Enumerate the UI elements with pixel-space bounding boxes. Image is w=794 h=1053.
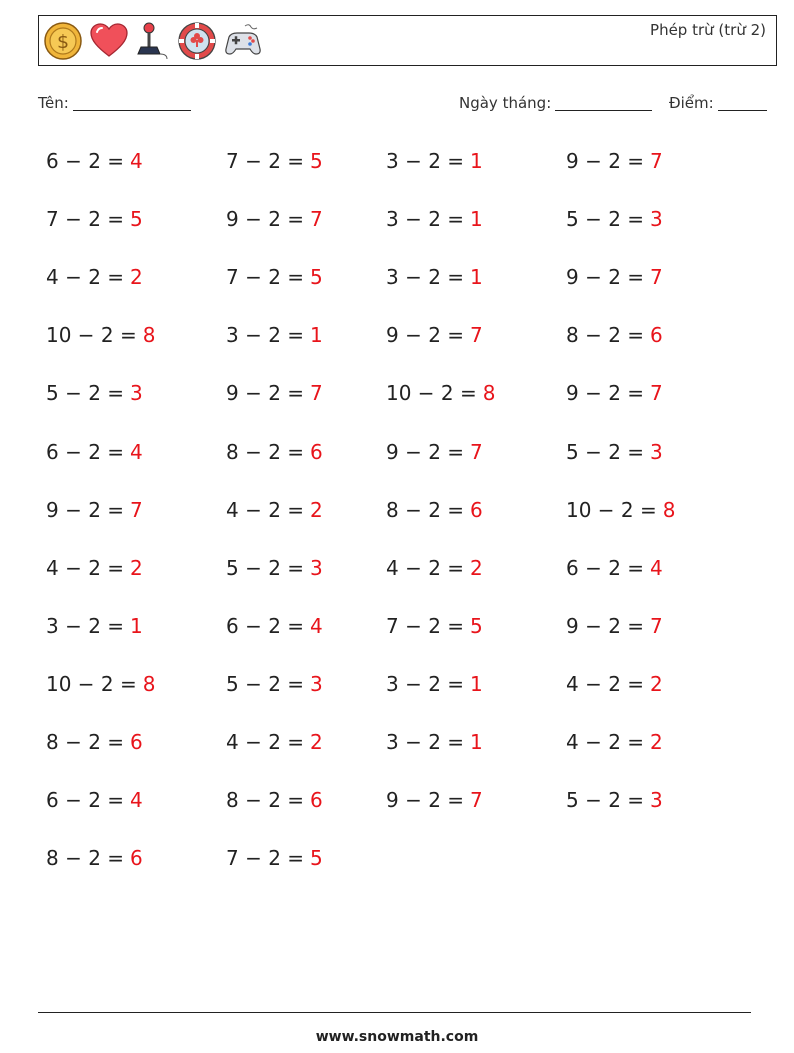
problem-question: 4 − 2 = [566,730,645,754]
problem-question: 4 − 2 = [226,730,305,754]
problem-item [46,265,143,289]
date-blank[interactable] [555,94,652,111]
problem-question: 9 − 2 = [226,381,305,405]
problem-question: 10 − 2 = [46,323,137,347]
problem-question: 5 − 2 = [46,381,125,405]
problem-question: 7 − 2 = [226,846,305,870]
problem-answer: 8 [482,381,496,405]
problem-item [46,556,143,580]
svg-text:$: $ [56,31,70,53]
problem-answer: 7 [470,788,483,812]
problem-item [386,323,483,347]
problem-question: 7 − 2 = [386,614,465,638]
problem-answer: 5 [310,265,323,289]
problem-answer: 2 [130,265,143,289]
problem-answer: 2 [310,730,323,754]
problem-question: 8 − 2 = [226,440,305,464]
problem-item [46,440,143,464]
problem-answer: 1 [470,672,483,696]
worksheet-header [38,15,777,66]
coin-icon [43,21,83,61]
problem-answer: 7 [650,265,663,289]
problem-item [566,207,663,231]
problem-answer: 7 [650,381,663,405]
problem-answer: 6 [650,323,663,347]
problem-question: 6 − 2 = [46,788,125,812]
problem-item [46,788,143,812]
problem-answer: 5 [130,207,143,231]
problem-question: 4 − 2 = [46,556,125,580]
heart-icon [89,21,129,61]
problem-answer: 4 [130,788,143,812]
problem-answer: 7 [470,440,483,464]
problem-answer: 4 [650,556,663,580]
problem-item [386,265,483,289]
problem-answer: 1 [310,323,323,347]
problem-question: 7 − 2 = [226,265,305,289]
problem-question: 10 − 2 = [566,498,657,522]
problem-item [226,440,323,464]
problem-answer: 3 [650,440,663,464]
problem-question: 9 − 2 = [566,149,645,173]
problem-question: 9 − 2 = [566,381,645,405]
problem-item [386,149,483,173]
name-label: Tên: [38,94,69,112]
problem-item [46,730,143,754]
score-field [669,94,767,112]
problem-item [46,614,143,638]
problem-question: 3 − 2 = [386,207,465,231]
problem-answer: 7 [650,149,663,173]
footer-url[interactable]: www.snowmath.com [315,1029,479,1045]
problem-answer: 1 [470,730,483,754]
problem-question: 7 − 2 = [46,207,125,231]
problem-item [386,614,483,638]
problem-question: 8 − 2 = [46,730,125,754]
problem-answer: 5 [310,846,323,870]
problem-answer: 5 [310,149,323,173]
problem-question: 5 − 2 = [226,556,305,580]
problem-item [566,381,663,405]
problem-question: 8 − 2 = [226,788,305,812]
problem-question: 3 − 2 = [226,323,305,347]
problem-item [566,149,663,173]
problem-item [226,788,323,812]
problem-item [226,556,323,580]
problem-answer: 3 [650,207,663,231]
problem-item [566,498,676,522]
problem-item [226,730,323,754]
problem-answer: 4 [130,440,143,464]
problem-item [566,614,663,638]
problem-item [226,323,323,347]
problem-question: 3 − 2 = [386,730,465,754]
problem-question: 5 − 2 = [226,672,305,696]
problem-item [226,614,323,638]
problem-item [386,730,483,754]
problem-answer: 4 [310,614,323,638]
problem-item [386,381,496,405]
problem-question: 6 − 2 = [46,440,125,464]
problem-item [386,672,483,696]
problem-answer: 4 [130,149,143,173]
problem-question: 4 − 2 = [226,498,305,522]
problem-question: 8 − 2 = [566,323,645,347]
problem-answer: 2 [650,672,663,696]
problem-item [46,207,143,231]
problem-answer: 6 [470,498,483,522]
problem-item [226,498,323,522]
problem-item [46,498,143,522]
problem-answer: 8 [142,672,156,696]
problem-question: 9 − 2 = [46,498,125,522]
problem-question: 6 − 2 = [46,149,125,173]
problem-question: 9 − 2 = [386,440,465,464]
date-field [459,94,652,112]
problem-answer: 3 [310,556,323,580]
problem-question: 3 − 2 = [386,149,465,173]
problem-answer: 3 [310,672,323,696]
problem-answer: 7 [310,381,323,405]
problem-answer: 3 [650,788,663,812]
problem-question: 3 − 2 = [386,672,465,696]
problem-question: 3 − 2 = [46,614,125,638]
problem-answer: 1 [130,614,143,638]
problem-answer: 7 [310,207,323,231]
problem-answer: 1 [470,265,483,289]
problem-item [46,149,143,173]
problem-item [566,323,663,347]
problem-item [386,788,483,812]
problem-item [566,730,663,754]
problem-item [226,149,323,173]
problem-answer: 7 [470,323,483,347]
name-blank[interactable] [73,94,191,111]
problem-question: 9 − 2 = [566,265,645,289]
problem-answer: 1 [470,207,483,231]
problem-question: 4 − 2 = [386,556,465,580]
problem-item [46,846,143,870]
problem-answer: 6 [130,730,143,754]
problem-question: 6 − 2 = [566,556,645,580]
problem-item [226,846,323,870]
problem-item [386,440,483,464]
problem-item [386,498,483,522]
problem-item [46,672,156,696]
problem-question: 10 − 2 = [386,381,477,405]
problem-answer: 5 [470,614,483,638]
problem-answer: 8 [662,498,676,522]
joystick-icon [135,21,171,61]
problem-answer: 2 [650,730,663,754]
problem-answer: 2 [130,556,143,580]
problem-question: 9 − 2 = [226,207,305,231]
problem-question: 7 − 2 = [226,149,305,173]
problem-question: 8 − 2 = [386,498,465,522]
score-label: Điểm: [669,94,714,112]
problem-question: 9 − 2 = [566,614,645,638]
problem-item [226,207,323,231]
date-label: Ngày tháng: [459,94,552,112]
problem-item [566,672,663,696]
problem-item [566,556,663,580]
problem-item [46,323,156,347]
problem-item [566,440,663,464]
problem-question: 4 − 2 = [566,672,645,696]
problem-answer: 6 [310,788,323,812]
problem-item [566,265,663,289]
gamepad-icon [223,21,263,61]
header-icons [43,21,263,61]
score-blank[interactable] [718,94,767,111]
problem-question: 4 − 2 = [46,265,125,289]
problem-answer: 1 [470,149,483,173]
problem-answer: 7 [650,614,663,638]
problem-question: 3 − 2 = [386,265,465,289]
problem-question: 9 − 2 = [386,788,465,812]
problem-item [226,265,323,289]
problem-question: 9 − 2 = [386,323,465,347]
problem-item [566,788,663,812]
problem-item [386,556,483,580]
problem-answer: 6 [310,440,323,464]
problem-question: 5 − 2 = [566,207,645,231]
problem-question: 8 − 2 = [46,846,125,870]
problem-item [226,381,323,405]
footer-divider [38,1012,751,1013]
problem-item [226,672,323,696]
problem-answer: 3 [130,381,143,405]
problem-answer: 2 [310,498,323,522]
poker-chip-icon [177,21,217,61]
problem-answer: 8 [142,323,156,347]
problem-answer: 2 [470,556,483,580]
problem-question: 6 − 2 = [226,614,305,638]
problem-item [46,381,143,405]
problem-question: 5 − 2 = [566,440,645,464]
worksheet-title: Phép trừ (trừ 2) [650,21,766,39]
name-field [38,94,191,112]
problem-question: 5 − 2 = [566,788,645,812]
problem-answer: 6 [130,846,143,870]
problem-answer: 7 [130,498,143,522]
problem-item [386,207,483,231]
problem-question: 10 − 2 = [46,672,137,696]
